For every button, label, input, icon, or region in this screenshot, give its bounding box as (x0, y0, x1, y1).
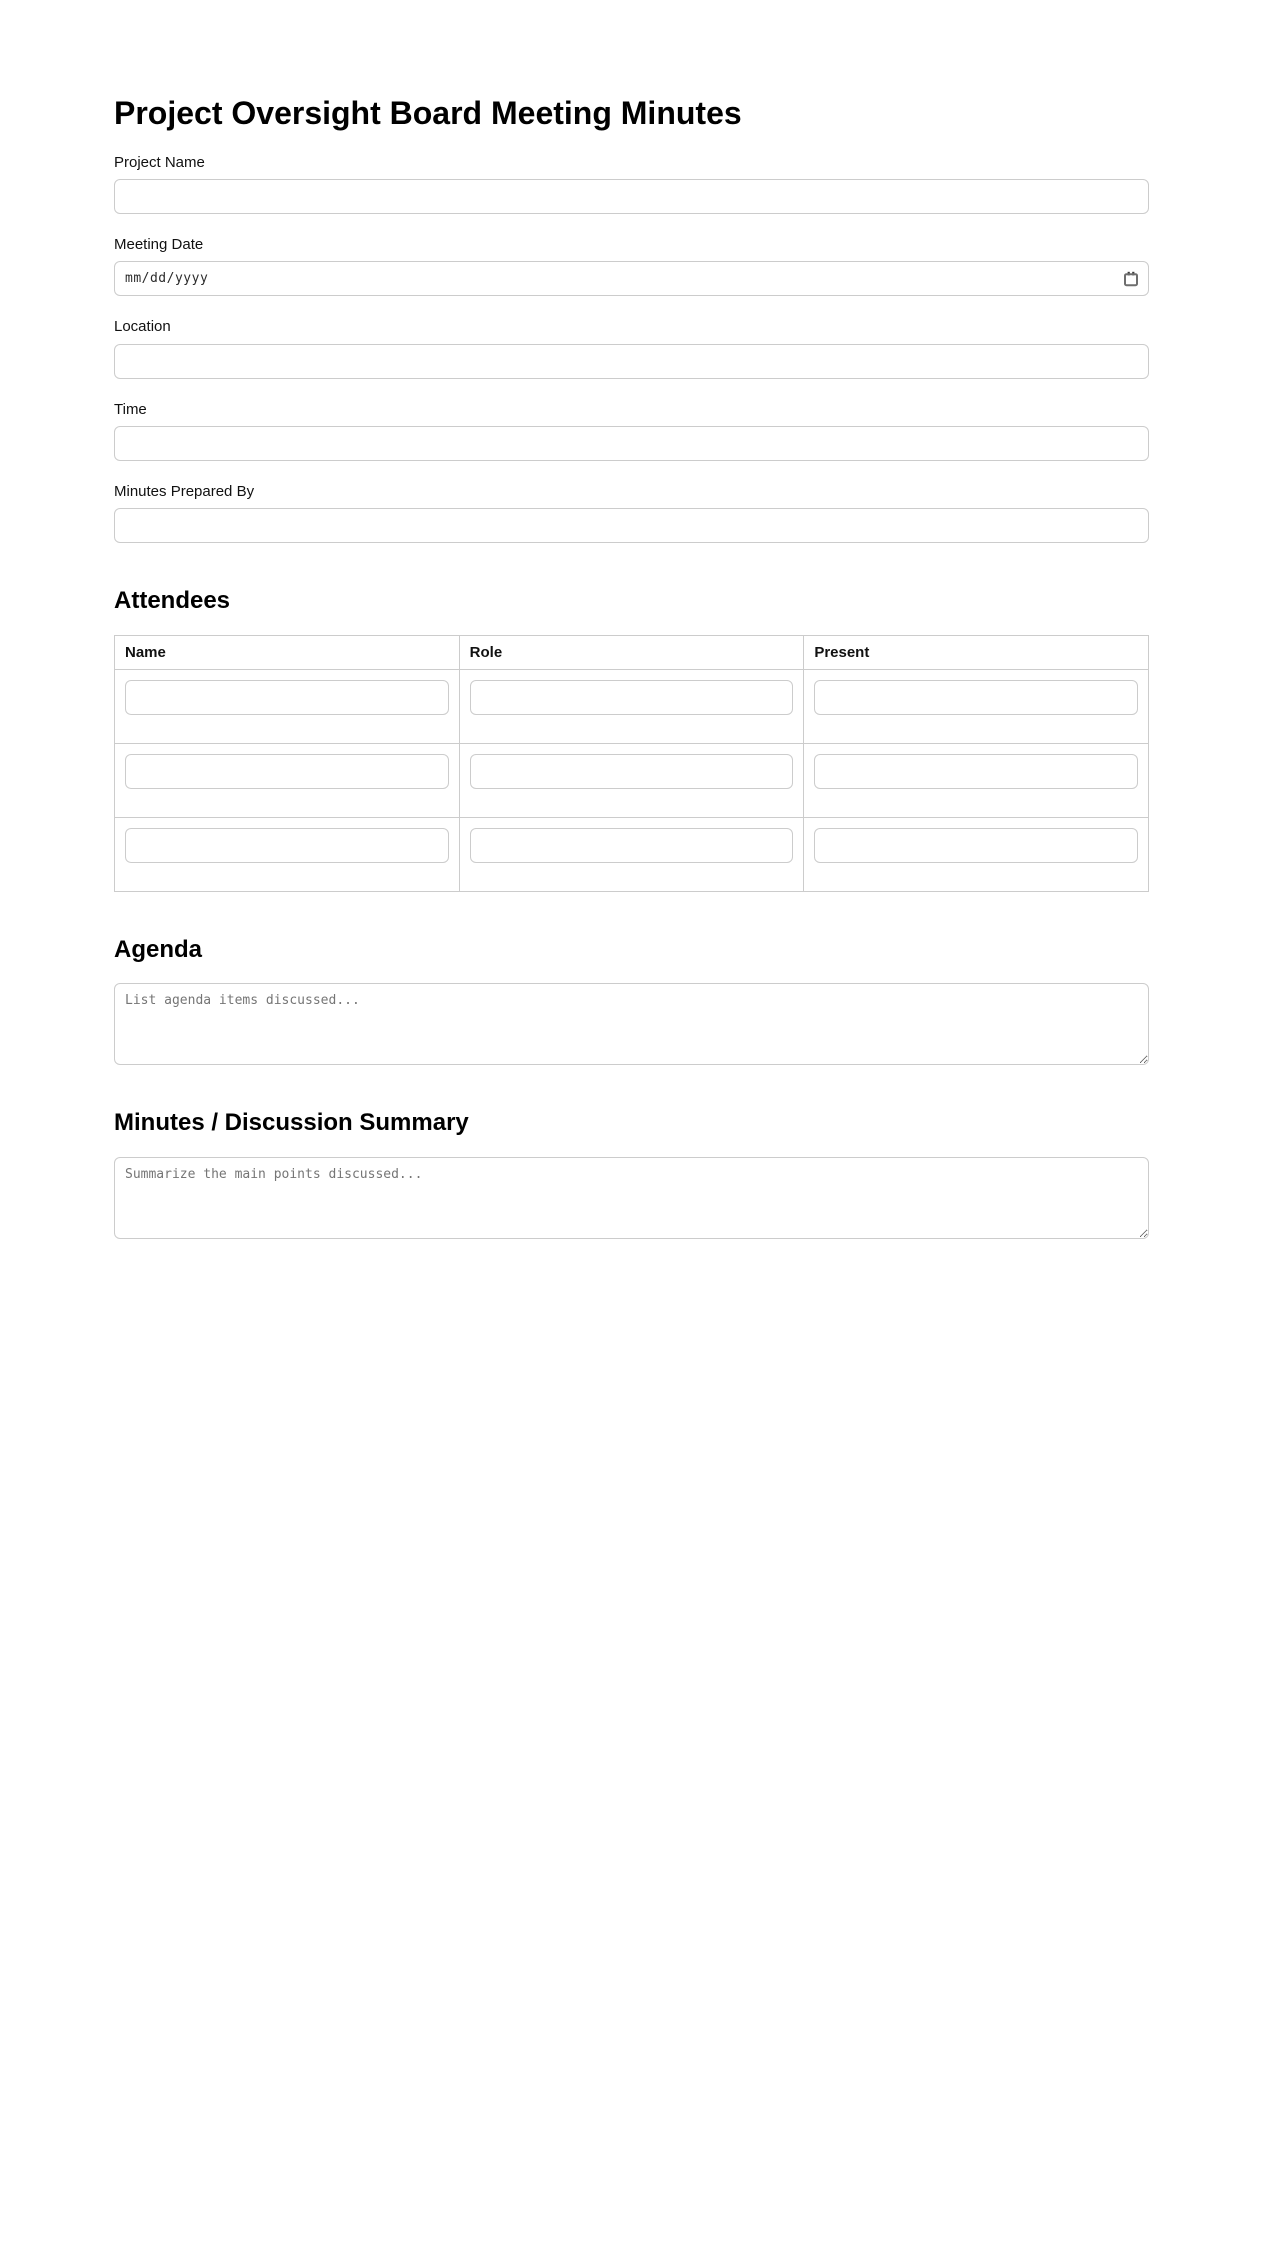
attendee-role-input[interactable] (470, 828, 794, 863)
time-label: Time (114, 400, 147, 418)
minutes-prepared-by-field (114, 483, 1149, 543)
minutes-prepared-by-input[interactable] (114, 508, 1149, 543)
agenda-textarea[interactable] (114, 983, 1149, 1065)
attendee-present-input[interactable] (814, 754, 1138, 789)
meeting-date-input[interactable] (114, 261, 1149, 296)
attendee-name-input[interactable] (125, 828, 449, 863)
attendees-heading: Attendees (114, 587, 231, 615)
time-input[interactable] (114, 426, 1149, 461)
meeting-minutes-form (114, 0, 1149, 1299)
attendee-row (115, 817, 1149, 891)
attendee-role-input[interactable] (470, 680, 794, 715)
location-field (114, 318, 1149, 378)
column-header-present: Present (804, 635, 1149, 669)
attendees-header-row (115, 635, 1149, 669)
meeting-date-wrap (114, 261, 1149, 296)
location-label: Location (114, 318, 171, 336)
agenda-heading: Agenda (114, 935, 203, 963)
project-name-field (114, 154, 1149, 214)
location-input[interactable] (114, 344, 1149, 379)
attendee-name-input[interactable] (125, 754, 449, 789)
attendee-name-input[interactable] (125, 680, 449, 715)
column-header-role: Role (459, 635, 804, 669)
meeting-date-field (114, 236, 1149, 296)
page-title: Project Oversight Board Meeting Minutes (114, 95, 742, 131)
column-header-name: Name (115, 635, 460, 669)
project-name-input[interactable] (114, 179, 1149, 214)
minutes-summary-heading: Minutes / Discussion Summary (114, 1109, 469, 1137)
calendar-icon[interactable] (1123, 271, 1139, 287)
minutes-prepared-by-label: Minutes Prepared By (114, 482, 255, 500)
attendee-row (115, 669, 1149, 743)
attendee-role-input[interactable] (470, 754, 794, 789)
attendee-present-input[interactable] (814, 680, 1138, 715)
minutes-summary-textarea[interactable] (114, 1157, 1149, 1239)
meeting-date-label: Meeting Date (114, 236, 204, 254)
attendee-row (115, 743, 1149, 817)
attendees-table (114, 635, 1149, 892)
attendee-present-input[interactable] (814, 828, 1138, 863)
time-field (114, 401, 1149, 461)
project-name-label: Project Name (114, 153, 205, 171)
